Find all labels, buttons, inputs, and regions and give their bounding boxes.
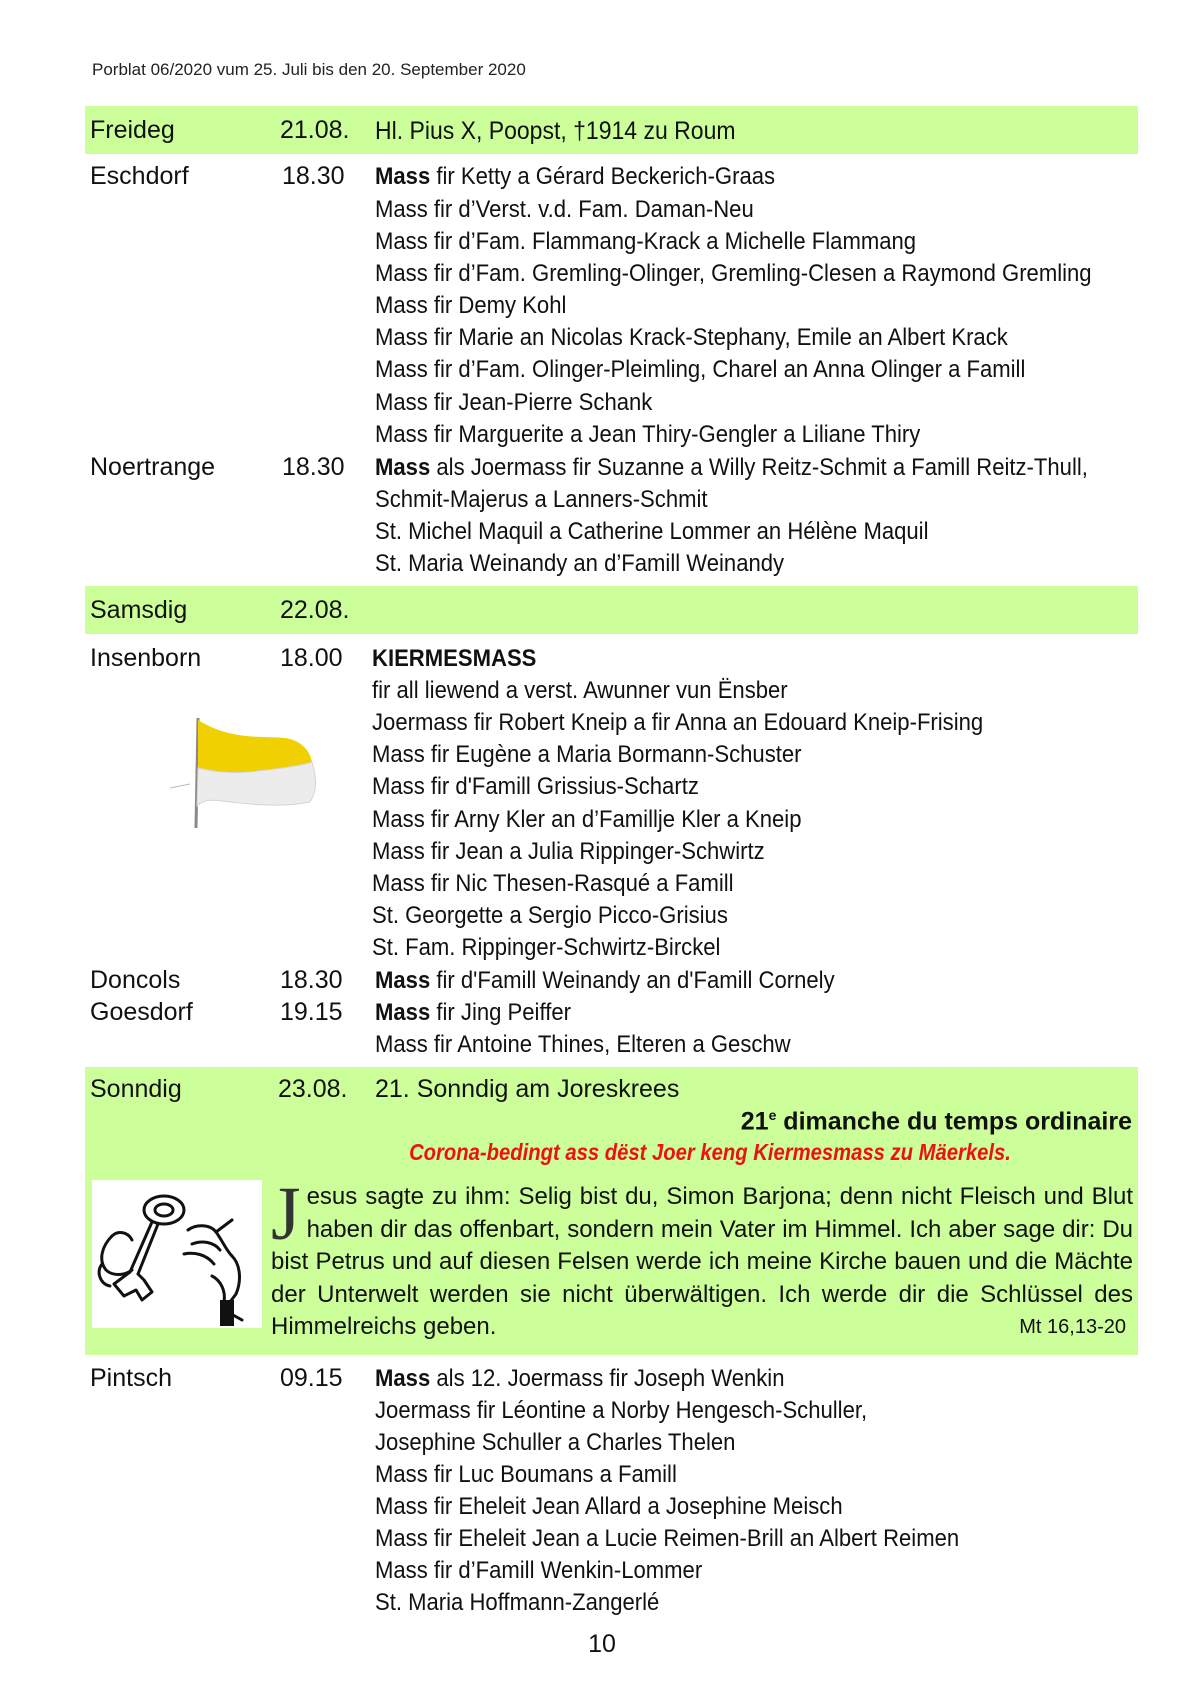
mass-line: Mass fir d’Fam. Flammang-Krack a Michelle Flammang <box>375 228 917 255</box>
mass-line: Mass fir Eugène a Maria Bormann-Schuster <box>372 741 802 768</box>
place-pintsch: Pintsch <box>90 1364 172 1392</box>
mass-line: Mass fir Arny Kler an d’Famillje Kler a Kneip <box>372 806 802 833</box>
place-insenborn: Insenborn <box>90 644 202 672</box>
place-doncols: Doncols <box>90 966 181 994</box>
mass-line: Mass als Joermass fir Suzanne a Willy Reitz-Schmit a Famill Reitz-Thull, <box>375 454 1088 481</box>
sunday-title: 21. Sonndig am Joreskrees <box>375 1075 680 1103</box>
mass-line: Mass fir Ketty a Gérard Beckerich-Graas <box>375 163 776 190</box>
sunday-day-label: Sonndig <box>90 1075 182 1103</box>
gospel-reference: Mt 16,13-20 <box>1019 1316 1126 1338</box>
mass-line: St. Maria Weinandy an d’Famill Weinandy <box>375 550 785 577</box>
mass-line: Schmit-Majerus a Lanners-Schmit <box>375 486 708 513</box>
mass-line: Mass fir d’Famill Wenkin-Lommer <box>375 1557 703 1584</box>
mass-line: Mass fir Marie an Nicolas Krack-Stephany, Emile an Albert Krack <box>375 324 1008 351</box>
kiermesmass-title: KIERMESMASS <box>372 645 537 672</box>
corona-notice: Corona-bedingt ass dëst Joer keng Kiermesmass zu Mäerkels. <box>409 1139 1011 1165</box>
gospel-text: esus sagte zu ihm: Selig bist du, Simon Barjona; denn nicht Fleisch und Blut haben dir das offenbart, sondern mein Vater im Himmel. Ich aber sage dir: Du bist Petrus und auf diesen Felsen werde ich meine Kirche bauen und die Mächte der Unterwelt werden sie nicht überwältigen. Ich werde dir die Schlüssel des Himmelreichs geben. <box>271 1183 1133 1340</box>
mass-line: fir all liewend a verst. Awunner vun Ënsber <box>372 677 788 704</box>
time-doncols: 18.30 <box>280 966 343 994</box>
time-insenborn: 18.00 <box>280 644 343 672</box>
mass-line: St. Fam. Rippinger-Schwirtz-Birckel <box>372 934 721 961</box>
mass-line: Mass fir Antoine Thines, Elteren a Geschw <box>375 1031 791 1058</box>
mass-line: St. Maria Hoffmann-Zangerlé <box>375 1589 660 1616</box>
gospel-dropcap: J <box>271 1172 301 1256</box>
page-number: 10 <box>588 1630 616 1658</box>
place-goesdorf: Goesdorf <box>90 998 193 1026</box>
time-eschdorf: 18.30 <box>282 162 345 190</box>
mass-line: Mass fir Jean a Julia Rippinger-Schwirtz <box>372 838 765 865</box>
page-header: Porblat 06/2020 vum 25. Juli bis den 20. September 2020 <box>92 60 526 79</box>
mass-line: Mass fir d'Famill Weinandy an d'Famill Cornely <box>375 967 835 994</box>
time-noertrange: 18.30 <box>282 453 345 481</box>
keys-image-box <box>92 1180 262 1328</box>
mass-line: Mass fir Eheleit Jean a Lucie Reimen-Brill an Albert Reimen <box>375 1525 960 1552</box>
saturday-header-bar <box>85 586 1138 634</box>
mass-line: Mass fir Jing Peiffer <box>375 999 571 1026</box>
mass-line: Joermass fir Robert Kneip a fir Anna an Edouard Kneip-Frising <box>372 709 984 736</box>
mass-line: St. Georgette a Sergio Picco-Grisius <box>372 902 728 929</box>
mass-line: Mass fir Demy Kohl <box>375 292 567 319</box>
friday-date: 21.08. <box>280 116 350 144</box>
papal-flag-icon <box>150 710 340 840</box>
mass-line: Mass fir Jean-Pierre Schank <box>375 389 653 416</box>
mass-line: Mass fir Eheleit Jean Allard a Josephine Meisch <box>375 1493 843 1520</box>
mass-line: Mass fir d’Verst. v.d. Fam. Daman-Neu <box>375 196 754 223</box>
mass-line: St. Michel Maquil a Catherine Lommer an Hélène Maquil <box>375 518 929 545</box>
mass-line: Joermass fir Léontine a Norby Hengesch-Schuller, <box>375 1397 868 1424</box>
time-pintsch: 09.15 <box>280 1364 343 1392</box>
saturday-day-label: Samsdig <box>90 596 188 624</box>
mass-line: Josephine Schuller a Charles Thelen <box>375 1429 736 1456</box>
friday-saint: Hl. Pius X, Poopst, †1914 zu Roum <box>375 117 736 145</box>
mass-line: Mass als 12. Joermass fir Joseph Wenkin <box>375 1365 785 1392</box>
time-goesdorf: 19.15 <box>280 998 343 1026</box>
mass-line: Mass fir d’Fam. Olinger-Pleimling, Charel an Anna Olinger a Famill <box>375 356 1026 383</box>
mass-line: Mass fir Marguerite a Jean Thiry-Gengler a Liliane Thiry <box>375 421 921 448</box>
sunday-french-title: 21e dimanche du temps ordinaire <box>740 1107 1132 1136</box>
keys-handover-icon <box>92 1180 262 1328</box>
mass-line: Mass fir Nic Thesen-Rasqué a Famill <box>372 870 734 897</box>
mass-line: Mass fir d’Fam. Gremling-Olinger, Gremling-Clesen a Raymond Gremling <box>375 260 1092 287</box>
place-noertrange: Noertrange <box>90 453 216 481</box>
mass-line: Mass fir Luc Boumans a Famill <box>375 1461 677 1488</box>
friday-day-label: Freideg <box>90 116 175 144</box>
sunday-date: 23.08. <box>278 1075 348 1103</box>
gospel-passage <box>271 1172 1133 1344</box>
mass-line: Mass fir d'Famill Grissius-Schartz <box>372 773 699 800</box>
place-eschdorf: Eschdorf <box>90 162 189 190</box>
saturday-date: 22.08. <box>280 596 350 624</box>
